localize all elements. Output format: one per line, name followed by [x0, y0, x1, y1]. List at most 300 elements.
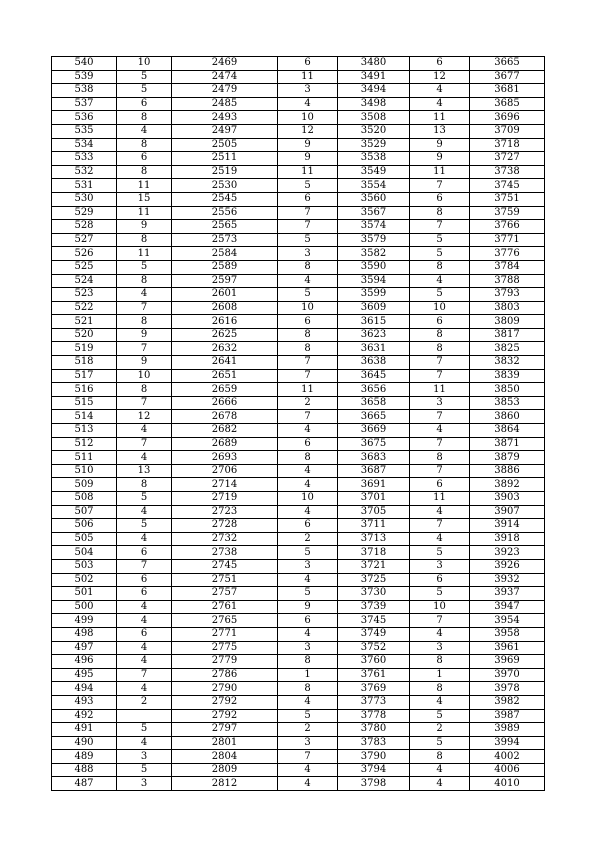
score-cell: 537	[52, 97, 117, 111]
count-b-cell: 4	[278, 627, 338, 641]
score-cell: 512	[52, 437, 117, 451]
cumulative-b-cell: 3554	[338, 179, 410, 193]
count-c-cell: 7	[410, 464, 470, 478]
count-b-cell: 4	[278, 424, 338, 438]
score-cell: 499	[52, 614, 117, 628]
cumulative-c-cell: 3886	[470, 464, 545, 478]
count-b-cell: 2	[278, 396, 338, 410]
cumulative-b-cell: 3549	[338, 165, 410, 179]
cumulative-b-cell: 3491	[338, 70, 410, 84]
table-row	[52, 301, 545, 315]
table-row	[52, 57, 545, 71]
score-cell: 535	[52, 124, 117, 138]
count-b-cell: 7	[278, 206, 338, 220]
table-row	[52, 736, 545, 750]
score-cell: 517	[52, 369, 117, 383]
count-c-cell: 6	[410, 478, 470, 492]
count-b-cell: 9	[278, 138, 338, 152]
cumulative-b-cell: 3645	[338, 369, 410, 383]
score-cell: 500	[52, 600, 117, 614]
count-c-cell: 5	[410, 587, 470, 601]
count-b-cell: 10	[278, 301, 338, 315]
count-c-cell: 10	[410, 600, 470, 614]
cumulative-a-cell: 2786	[172, 668, 278, 682]
table-row	[52, 179, 545, 193]
count-b-cell: 3	[278, 736, 338, 750]
cumulative-b-cell: 3609	[338, 301, 410, 315]
table-row	[52, 478, 545, 492]
score-cell: 529	[52, 206, 117, 220]
table-row	[52, 695, 545, 709]
cumulative-a-cell: 2597	[172, 274, 278, 288]
count-a-cell: 9	[117, 328, 172, 342]
table-row	[52, 546, 545, 560]
count-a-cell: 5	[117, 70, 172, 84]
count-c-cell: 3	[410, 396, 470, 410]
count-a-cell: 9	[117, 220, 172, 234]
table-row	[52, 614, 545, 628]
count-c-cell: 13	[410, 124, 470, 138]
count-a-cell: 15	[117, 192, 172, 206]
cumulative-a-cell: 2771	[172, 627, 278, 641]
score-cell: 511	[52, 451, 117, 465]
cumulative-c-cell: 3907	[470, 505, 545, 519]
count-b-cell: 4	[278, 505, 338, 519]
cumulative-b-cell: 3658	[338, 396, 410, 410]
count-c-cell: 5	[410, 546, 470, 560]
count-a-cell: 6	[117, 627, 172, 641]
table-row	[52, 247, 545, 261]
cumulative-a-cell: 2757	[172, 587, 278, 601]
table-row	[52, 464, 545, 478]
cumulative-a-cell: 2790	[172, 682, 278, 696]
count-a-cell: 6	[117, 587, 172, 601]
score-cell: 531	[52, 179, 117, 193]
count-b-cell: 6	[278, 519, 338, 533]
count-a-cell: 8	[117, 111, 172, 125]
table-row	[52, 451, 545, 465]
cumulative-b-cell: 3783	[338, 736, 410, 750]
cumulative-c-cell: 3803	[470, 301, 545, 315]
cumulative-c-cell: 3989	[470, 723, 545, 737]
cumulative-b-cell: 3778	[338, 709, 410, 723]
score-cell: 487	[52, 777, 117, 791]
table-row	[52, 682, 545, 696]
cumulative-c-cell: 3839	[470, 369, 545, 383]
score-cell: 526	[52, 247, 117, 261]
cumulative-c-cell: 3738	[470, 165, 545, 179]
count-a-cell: 6	[117, 546, 172, 560]
cumulative-b-cell: 3705	[338, 505, 410, 519]
cumulative-a-cell: 2689	[172, 437, 278, 451]
cumulative-c-cell: 3850	[470, 383, 545, 397]
score-cell: 508	[52, 492, 117, 506]
score-cell: 509	[52, 478, 117, 492]
score-cell: 518	[52, 356, 117, 370]
cumulative-b-cell: 3769	[338, 682, 410, 696]
cumulative-b-cell: 3656	[338, 383, 410, 397]
table-row	[52, 519, 545, 533]
cumulative-b-cell: 3590	[338, 260, 410, 274]
cumulative-b-cell: 3739	[338, 600, 410, 614]
cumulative-a-cell: 2738	[172, 546, 278, 560]
score-cell: 538	[52, 84, 117, 98]
count-b-cell: 2	[278, 532, 338, 546]
count-a-cell: 10	[117, 369, 172, 383]
count-a-cell: 5	[117, 723, 172, 737]
table-row	[52, 600, 545, 614]
cumulative-b-cell: 3730	[338, 587, 410, 601]
cumulative-c-cell: 3685	[470, 97, 545, 111]
count-b-cell: 4	[278, 695, 338, 709]
count-c-cell: 5	[410, 709, 470, 723]
cumulative-b-cell: 3683	[338, 451, 410, 465]
table-row	[52, 709, 545, 723]
cumulative-b-cell: 3574	[338, 220, 410, 234]
cumulative-b-cell: 3480	[338, 57, 410, 71]
count-c-cell: 7	[410, 614, 470, 628]
count-b-cell: 4	[278, 464, 338, 478]
count-b-cell: 1	[278, 668, 338, 682]
cumulative-c-cell: 3871	[470, 437, 545, 451]
cumulative-a-cell: 2678	[172, 410, 278, 424]
table-row	[52, 233, 545, 247]
table-row	[52, 260, 545, 274]
count-a-cell: 4	[117, 641, 172, 655]
table-row	[52, 206, 545, 220]
count-a-cell: 6	[117, 152, 172, 166]
cumulative-c-cell: 3853	[470, 396, 545, 410]
score-cell: 521	[52, 315, 117, 329]
count-c-cell: 6	[410, 315, 470, 329]
count-b-cell: 8	[278, 328, 338, 342]
count-a-cell: 4	[117, 124, 172, 138]
count-c-cell: 7	[410, 179, 470, 193]
score-cell: 489	[52, 750, 117, 764]
count-a-cell: 4	[117, 614, 172, 628]
cumulative-b-cell: 3669	[338, 424, 410, 438]
count-c-cell: 5	[410, 247, 470, 261]
table-row	[52, 424, 545, 438]
count-c-cell: 4	[410, 97, 470, 111]
cumulative-b-cell: 3752	[338, 641, 410, 655]
cumulative-b-cell: 3665	[338, 410, 410, 424]
count-b-cell: 5	[278, 587, 338, 601]
score-cell: 494	[52, 682, 117, 696]
count-a-cell: 8	[117, 315, 172, 329]
table-row	[52, 328, 545, 342]
score-cell: 496	[52, 655, 117, 669]
count-c-cell: 1	[410, 668, 470, 682]
count-b-cell: 12	[278, 124, 338, 138]
cumulative-a-cell: 2728	[172, 519, 278, 533]
table-row	[52, 410, 545, 424]
cumulative-a-cell: 2792	[172, 695, 278, 709]
count-c-cell: 12	[410, 70, 470, 84]
cumulative-b-cell: 3582	[338, 247, 410, 261]
score-cell: 507	[52, 505, 117, 519]
cumulative-b-cell: 3780	[338, 723, 410, 737]
count-a-cell: 13	[117, 464, 172, 478]
cumulative-a-cell: 2485	[172, 97, 278, 111]
cumulative-a-cell: 2556	[172, 206, 278, 220]
cumulative-c-cell: 3961	[470, 641, 545, 655]
count-c-cell: 11	[410, 383, 470, 397]
table-row	[52, 750, 545, 764]
cumulative-c-cell: 3709	[470, 124, 545, 138]
count-b-cell: 5	[278, 179, 338, 193]
count-b-cell: 7	[278, 369, 338, 383]
count-a-cell: 7	[117, 437, 172, 451]
count-a-cell: 11	[117, 206, 172, 220]
cumulative-c-cell: 3932	[470, 573, 545, 587]
cumulative-b-cell: 3760	[338, 655, 410, 669]
count-c-cell: 3	[410, 559, 470, 573]
count-b-cell: 11	[278, 70, 338, 84]
cumulative-b-cell: 3687	[338, 464, 410, 478]
cumulative-a-cell: 2775	[172, 641, 278, 655]
count-a-cell: 4	[117, 532, 172, 546]
cumulative-a-cell: 2751	[172, 573, 278, 587]
cumulative-b-cell: 3538	[338, 152, 410, 166]
count-a-cell: 7	[117, 396, 172, 410]
score-cell: 514	[52, 410, 117, 424]
score-cell: 497	[52, 641, 117, 655]
cumulative-b-cell: 3520	[338, 124, 410, 138]
table-row	[52, 138, 545, 152]
cumulative-c-cell: 3958	[470, 627, 545, 641]
count-c-cell: 8	[410, 451, 470, 465]
cumulative-b-cell: 3638	[338, 356, 410, 370]
cumulative-a-cell: 2519	[172, 165, 278, 179]
cumulative-a-cell: 2573	[172, 233, 278, 247]
cumulative-b-cell: 3675	[338, 437, 410, 451]
cumulative-a-cell: 2479	[172, 84, 278, 98]
score-cell: 540	[52, 57, 117, 71]
count-c-cell: 5	[410, 233, 470, 247]
cumulative-a-cell: 2584	[172, 247, 278, 261]
table-row	[52, 97, 545, 111]
cumulative-c-cell: 3954	[470, 614, 545, 628]
cumulative-c-cell: 3978	[470, 682, 545, 696]
count-a-cell	[117, 709, 172, 723]
count-c-cell: 4	[410, 763, 470, 777]
score-cell: 495	[52, 668, 117, 682]
count-a-cell: 10	[117, 57, 172, 71]
count-b-cell: 3	[278, 84, 338, 98]
score-cell: 506	[52, 519, 117, 533]
cumulative-a-cell: 2714	[172, 478, 278, 492]
score-cell: 534	[52, 138, 117, 152]
table-row	[52, 383, 545, 397]
table-row	[52, 559, 545, 573]
cumulative-a-cell: 2659	[172, 383, 278, 397]
count-c-cell: 8	[410, 342, 470, 356]
count-c-cell: 10	[410, 301, 470, 315]
count-a-cell: 5	[117, 492, 172, 506]
count-a-cell: 11	[117, 247, 172, 261]
count-c-cell: 4	[410, 424, 470, 438]
score-cell: 491	[52, 723, 117, 737]
count-c-cell: 8	[410, 682, 470, 696]
count-b-cell: 6	[278, 614, 338, 628]
count-a-cell: 4	[117, 451, 172, 465]
count-c-cell: 4	[410, 532, 470, 546]
count-c-cell: 6	[410, 573, 470, 587]
cumulative-c-cell: 3809	[470, 315, 545, 329]
cumulative-c-cell: 3718	[470, 138, 545, 152]
cumulative-a-cell: 2530	[172, 179, 278, 193]
cumulative-c-cell: 3892	[470, 478, 545, 492]
cumulative-c-cell: 3751	[470, 192, 545, 206]
score-cell: 523	[52, 288, 117, 302]
table-row	[52, 763, 545, 777]
cumulative-c-cell: 3832	[470, 356, 545, 370]
cumulative-b-cell: 3594	[338, 274, 410, 288]
score-cell: 527	[52, 233, 117, 247]
count-b-cell: 6	[278, 57, 338, 71]
cumulative-a-cell: 2589	[172, 260, 278, 274]
cumulative-a-cell: 2723	[172, 505, 278, 519]
score-cell: 539	[52, 70, 117, 84]
cumulative-c-cell: 3727	[470, 152, 545, 166]
cumulative-c-cell: 3784	[470, 260, 545, 274]
cumulative-c-cell: 4010	[470, 777, 545, 791]
cumulative-b-cell: 3508	[338, 111, 410, 125]
score-cell: 536	[52, 111, 117, 125]
count-c-cell: 8	[410, 750, 470, 764]
cumulative-b-cell: 3718	[338, 546, 410, 560]
score-cell: 503	[52, 559, 117, 573]
count-b-cell: 5	[278, 709, 338, 723]
cumulative-b-cell: 3691	[338, 478, 410, 492]
cumulative-a-cell: 2608	[172, 301, 278, 315]
table-row	[52, 369, 545, 383]
table-row	[52, 492, 545, 506]
score-cell: 498	[52, 627, 117, 641]
count-b-cell: 7	[278, 220, 338, 234]
count-c-cell: 2	[410, 723, 470, 737]
cumulative-a-cell: 2545	[172, 192, 278, 206]
table-row	[52, 356, 545, 370]
cumulative-c-cell: 3969	[470, 655, 545, 669]
count-c-cell: 7	[410, 369, 470, 383]
cumulative-b-cell: 3631	[338, 342, 410, 356]
cumulative-c-cell: 3970	[470, 668, 545, 682]
count-a-cell: 8	[117, 274, 172, 288]
count-b-cell: 6	[278, 192, 338, 206]
table-row	[52, 152, 545, 166]
count-a-cell: 4	[117, 505, 172, 519]
cumulative-b-cell: 3721	[338, 559, 410, 573]
count-b-cell: 4	[278, 763, 338, 777]
count-c-cell: 6	[410, 57, 470, 71]
count-a-cell: 6	[117, 97, 172, 111]
count-a-cell: 4	[117, 288, 172, 302]
count-b-cell: 9	[278, 600, 338, 614]
table-row	[52, 573, 545, 587]
count-a-cell: 3	[117, 750, 172, 764]
table-row	[52, 315, 545, 329]
cumulative-b-cell: 3711	[338, 519, 410, 533]
score-cell: 516	[52, 383, 117, 397]
cumulative-a-cell: 2797	[172, 723, 278, 737]
count-b-cell: 11	[278, 383, 338, 397]
score-cell: 493	[52, 695, 117, 709]
cumulative-c-cell: 3864	[470, 424, 545, 438]
count-c-cell: 4	[410, 777, 470, 791]
score-cell: 513	[52, 424, 117, 438]
cumulative-a-cell: 2765	[172, 614, 278, 628]
table-row	[52, 396, 545, 410]
count-a-cell: 8	[117, 383, 172, 397]
count-c-cell: 8	[410, 260, 470, 274]
count-b-cell: 4	[278, 777, 338, 791]
cumulative-c-cell: 4002	[470, 750, 545, 764]
cumulative-c-cell: 3914	[470, 519, 545, 533]
score-cell: 525	[52, 260, 117, 274]
cumulative-b-cell: 3790	[338, 750, 410, 764]
table-row	[52, 111, 545, 125]
count-b-cell: 8	[278, 655, 338, 669]
cumulative-c-cell: 3825	[470, 342, 545, 356]
table-row	[52, 437, 545, 451]
cumulative-a-cell: 2651	[172, 369, 278, 383]
table-row	[52, 70, 545, 84]
count-b-cell: 4	[278, 573, 338, 587]
count-a-cell: 7	[117, 301, 172, 315]
cumulative-a-cell: 2804	[172, 750, 278, 764]
cumulative-c-cell: 3793	[470, 288, 545, 302]
count-c-cell: 8	[410, 206, 470, 220]
count-b-cell: 5	[278, 288, 338, 302]
cumulative-a-cell: 2779	[172, 655, 278, 669]
count-b-cell: 3	[278, 247, 338, 261]
score-cell: 504	[52, 546, 117, 560]
cumulative-c-cell: 3860	[470, 410, 545, 424]
count-b-cell: 5	[278, 546, 338, 560]
cumulative-a-cell: 2719	[172, 492, 278, 506]
count-b-cell: 6	[278, 437, 338, 451]
count-c-cell: 7	[410, 356, 470, 370]
cumulative-b-cell: 3761	[338, 668, 410, 682]
cumulative-a-cell: 2493	[172, 111, 278, 125]
count-a-cell: 7	[117, 668, 172, 682]
count-c-cell: 4	[410, 627, 470, 641]
count-c-cell: 4	[410, 84, 470, 98]
score-cell: 520	[52, 328, 117, 342]
score-cell: 524	[52, 274, 117, 288]
cumulative-a-cell: 2469	[172, 57, 278, 71]
cumulative-b-cell: 3701	[338, 492, 410, 506]
cumulative-a-cell: 2706	[172, 464, 278, 478]
count-a-cell: 9	[117, 356, 172, 370]
score-cell: 532	[52, 165, 117, 179]
count-a-cell: 11	[117, 179, 172, 193]
table-row	[52, 274, 545, 288]
cumulative-c-cell: 3677	[470, 70, 545, 84]
cumulative-b-cell: 3579	[338, 233, 410, 247]
count-c-cell: 7	[410, 519, 470, 533]
cumulative-a-cell: 2601	[172, 288, 278, 302]
cumulative-c-cell: 3982	[470, 695, 545, 709]
cumulative-a-cell: 2625	[172, 328, 278, 342]
cumulative-c-cell: 3681	[470, 84, 545, 98]
count-c-cell: 4	[410, 274, 470, 288]
table-row	[52, 641, 545, 655]
score-cell: 492	[52, 709, 117, 723]
count-b-cell: 7	[278, 750, 338, 764]
